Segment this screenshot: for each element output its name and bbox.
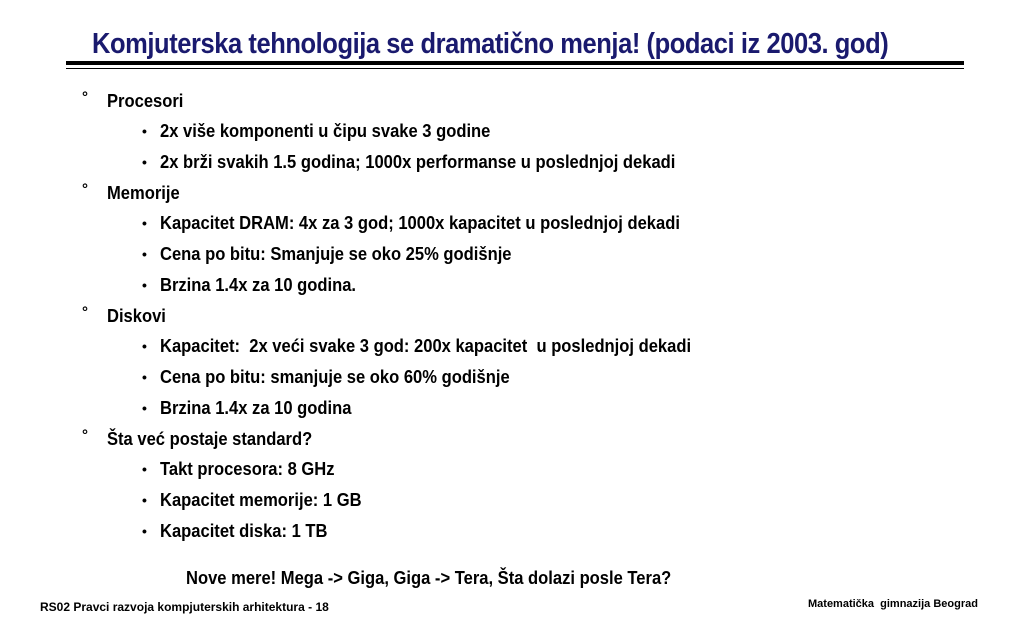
list-item-text: Kapacitet: 2x veći svake 3 god: 200x kapacitet u poslednjoj dekadi <box>160 336 692 356</box>
list-item-text: Takt procesora: 8 GHz <box>160 459 335 479</box>
list-item <box>82 208 982 239</box>
list-item <box>82 516 982 547</box>
list-item-text: 2x brži svakih 1.5 godina; 1000x performanse u poslednjoj dekadi <box>160 152 676 172</box>
list-item <box>82 270 982 301</box>
list-item-text: 2x više komponenti u čipu svake 3 godine <box>160 121 491 141</box>
section-heading <box>82 301 982 331</box>
degree-bullet-icon: ° <box>82 89 88 106</box>
section-heading-text: Diskovi <box>107 306 166 326</box>
dot-bullet-icon: • <box>142 277 147 293</box>
title-underline-thin <box>66 68 964 69</box>
footer-slide-label: RS02 Pravci razvoja kompjuterskih arhitektura - 18 <box>40 600 329 614</box>
section-standard <box>82 424 982 547</box>
list-item <box>82 239 982 270</box>
dot-bullet-icon: • <box>142 400 147 416</box>
section-heading-text: Šta već postaje standard? <box>107 429 313 449</box>
list-item-text: Kapacitet memorije: 1 GB <box>160 490 362 510</box>
list-item <box>82 147 982 178</box>
list-item-text: Brzina 1.4x za 10 godina <box>160 398 352 418</box>
dot-bullet-icon: • <box>142 369 147 385</box>
dot-bullet-icon: • <box>142 215 147 231</box>
list-item <box>82 116 982 147</box>
dot-bullet-icon: • <box>142 492 147 508</box>
section-diskovi <box>82 301 982 424</box>
bullet-list <box>82 86 982 547</box>
degree-bullet-icon: ° <box>82 181 88 198</box>
list-item-text: Cena po bitu: Smanjuje se oko 25% godišnje <box>160 244 512 264</box>
list-item <box>82 331 982 362</box>
slide-title: Komjuterska tehnologija se dramatično menja! (podaci iz 2003. god) <box>92 28 889 60</box>
list-item-text: Kapacitet DRAM: 4x za 3 god; 1000x kapacitet u poslednjoj dekadi <box>160 213 680 233</box>
section-memorije <box>82 178 982 301</box>
list-item <box>82 485 982 516</box>
section-heading-text: Memorije <box>107 183 180 203</box>
footer-school-name: Matematička gimnazija Beograd <box>808 598 978 610</box>
section-heading <box>82 86 982 116</box>
list-item <box>82 454 982 485</box>
list-item-text: Cena po bitu: smanjuje se oko 60% godišnje <box>160 367 510 387</box>
list-item <box>82 362 982 393</box>
title-underline-thick <box>66 61 964 65</box>
section-heading-text: Procesori <box>107 91 184 111</box>
dot-bullet-icon: • <box>142 123 147 139</box>
dot-bullet-icon: • <box>142 246 147 262</box>
dot-bullet-icon: • <box>142 154 147 170</box>
section-procesori <box>82 86 982 178</box>
list-item-text: Kapacitet diska: 1 TB <box>160 521 328 541</box>
dot-bullet-icon: • <box>142 461 147 477</box>
list-item-text: Brzina 1.4x za 10 godina. <box>160 275 357 295</box>
section-heading <box>82 424 982 454</box>
degree-bullet-icon: ° <box>82 304 88 321</box>
degree-bullet-icon: ° <box>82 427 88 444</box>
dot-bullet-icon: • <box>142 523 147 539</box>
note-text: Nove mere! Mega -> Giga, Giga -> Tera, Šta dolazi posle Tera? <box>186 568 672 588</box>
section-heading <box>82 178 982 208</box>
list-item <box>82 393 982 424</box>
dot-bullet-icon: • <box>142 338 147 354</box>
